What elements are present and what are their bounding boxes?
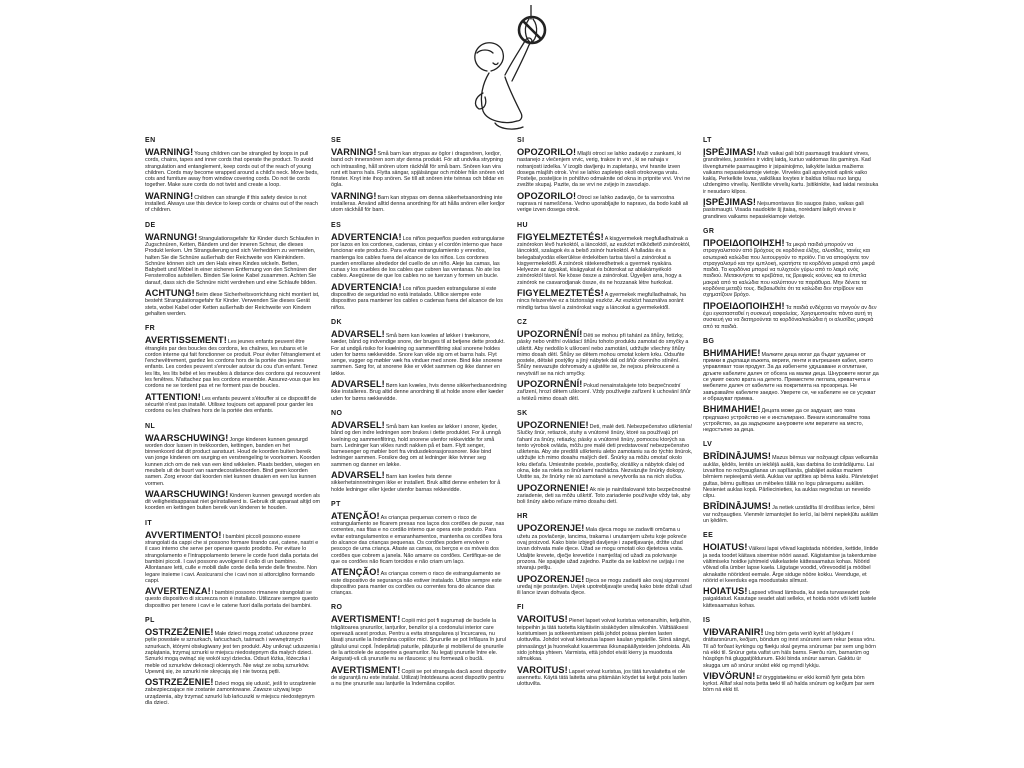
warning-text: Τα μικρά παιδιά μπορούν να στραγγαλιστούν από βρόχους σε κορδόνια έλξης, αλυσίδες, ταινίες και εσωτερικά καλώδια που λειτουργούν το προϊόν. Για να αποφύγετε τον στραγγαλισμό και την εμπλοκή, κρατήστε τα κορδόνια μακριά από μικρά παιδιά. Τα κορδόνια μπορεί να τυλιχτούν γύρω από το λαιμό ενός παιδιού. Μετακινήστε τα κρεβάτια, τις βρεφικές κούνιες και τα έπιπλα μακριά από τα καλώδια που καλύπτουν τα παράθυρα. Μην δένετε τα κορδόνια μεταξύ τους. Βεβαιωθείτε ότι τα καλώδια δεν στρίβουν και σχηματίζουν βρόχο. xyxy=(703,241,875,299)
warning-text: Los niños pequeños pueden estrangularse por lazos en los cordones, cadenas, cintas y el cordón interno que hace funcionar este producto. Para evitar estrangulamiento y enredos, mantenga los cables fuera del alcance de los niños. Los cordones pueden enrollarse alrededor del cuello de un niño. Aleje las camas, las cunas y los muebles de los cables que cubren las ventanas. No ate los cables. Asegúrese de que los cables no se tuerzan y formen un bucle. xyxy=(331,235,505,280)
warning-paragraph xyxy=(517,484,693,506)
warning-section-it xyxy=(145,519,321,609)
language-code: LT xyxy=(703,137,712,144)
warning-text: Otroci se lahko zadavijo, če ta varnostna naprava ni nameščena. Vedno uporabljajte to napravo, da bodo kabli ali verige izven dosega otrok. xyxy=(517,194,689,214)
warning-text: Dzieci mogą się udusić, jeśli to urządzenie zabezpieczające nie zostanie zamontowane. Zawsze używaj tego urządzenia, aby trzymać sznurki lub łańcuszki w miejscu niedostępnym dla dzieci. xyxy=(145,681,316,706)
warning-text: Jonge kinderen kunnen gewurgd worden door lussen in trekkoorden, kettingen, banden en het binnenkoord dat dit product aanstuurt. Houd de koorden buiten bereik van jonge kinderen om wurging en verstrengeling te voorkomen. Koorden kunnen zich om de nek van een kind wikkelen. Plaats bedden, wiegen en meubels uit de buurt van raamdecoratiekoorden. Bind geen koorden samen. Zorg ervoor dat koorden niet kunnen draaien en een lus kunnen vormen. xyxy=(145,436,321,487)
warning-text: Mala djeca mogu se zadaviti omčama u užetu za povlačenje, lancima, trakama i unutarnjem užetu koje pokreće ovaj proizvod. Kako biste izbjegli davljenje i zapetljavanje, držite užad izvan dohvata male djece. Užad se mogu omotati oko djetetova vrata. Udaljite krevete, dječje krevetiće i namještaj od užadi za pokrivanje prozora. Ne spajajte užad zajedno. Pazite da se kablovi ne uvijaju i ne stvaraju petlju. xyxy=(517,527,687,572)
warning-keyword: VAROITUS! xyxy=(517,664,568,675)
column-3 xyxy=(517,136,693,694)
warning-paragraph xyxy=(517,615,693,662)
warning-paragraph xyxy=(145,531,321,584)
warning-text: A kisgyermekek megfulladhatnak a zsinórokon lévő hurkoktól, a láncoktól, az eszközt működtető zsinóroktól, láncoktól, szalagok és a belső zsinór hurkoktól. A fulladás és a belegabalyodás elkerülése érdekében tartsa távol a zsinórokat a kisgyermekektől. A zsinórok rátekeredhetnek a gyermek nyakára. Helyezze az ágyakat, kiságyakat és bútorokat az ablakárnyékoló zsinóroktól távol. Ne kösse össze a zsinórokat. Ügyeljen arra, hogy a zsinórok ne csavarodjanak össze, és ne hozzanak létre hurkokat. xyxy=(517,235,691,286)
warning-text: A gyermekek megfulladhatnak, ha nincs felszerelve ez a biztonsági eszköz. Az eszközt használva soránt mindig tartsa távol a zsinórokat vagy a láncokat a gyermekektől. xyxy=(517,292,686,311)
warning-text: Les enfants peuvent s'étouffer si ce dispositif de sécurité n'est pas installé. Utilisez toujours cet appareil pour garder les cordons ou les chaînes hors de la portée des enfants. xyxy=(145,395,317,415)
language-code: PL xyxy=(145,617,155,625)
warning-keyword: VARNING! xyxy=(331,147,377,157)
warning-section-se xyxy=(331,136,507,214)
warning-text: Lapset voivat kuristua, jos tätä turvalaitetta ei ole asennettu. Käytä tätä laitetta aina pitämään köydet tai ketjut pois lasten ulottuvilta. xyxy=(517,668,687,688)
warning-text: Děti se mohou při tahání za šňůry, řetízky, pásky nebo vnitřní ovládací šňůru tohoto produktu zamotat do smyčky a uškrtit. Aby nedošlo k uškrcení nebo zamotání, udržujte všechny šňůry mimo dosah dětí. Šňůry se dětem mohou omotat kolem krku. Odsuňte postele, dětské postýlky a jiný nábytek dál od šňůr okenního stínění. Šňůry nesvazujte dohromady a ujistěte se, že nejsou překroucené a nevytváří se na nich smyčky. xyxy=(517,332,689,377)
warning-paragraph xyxy=(703,148,879,195)
language-code: BG xyxy=(703,337,715,345)
warning-keyword: UPOZORENJE! xyxy=(517,523,585,534)
warning-paragraph xyxy=(703,587,879,609)
warning-text: Små børn kan kvæles af løkker i træksnore, kæder, bånd og indvendige snore, der bruges til at betjene dette produkt. For at undgå risiko for kvælning og sammenfiltring skal snorene holdes uden for børns rækkevidde. Snore kan vikle sig om et barns hals. Flyt senge, vugger og møbler væk fra vinduer med snore. Bind ikke snorene sammen. Sørg for, at snorene ikke er viklet sammen og ikke danner en løkke. xyxy=(331,332,505,377)
warning-paragraph xyxy=(331,380,507,402)
warning-paragraph xyxy=(703,543,879,584)
language-code: FR xyxy=(145,325,156,333)
warning-keyword: VARNING! xyxy=(331,190,377,201)
warning-text: Mazus bērnus var nožņaugt cilpas velkamās auklās, ķēdēs, lentēs un iekšējā auklā, kas darbina šo izstrādājumu. Lai izvairītos no nožņaugšanas un sapīšanās, glabājiet auklas maziem bērniem nepieejamā vietā. Auklas var aptīties ap bērna kaklu. Pārvietojiet gultas, bērnu gultiņas un mēbeles tālāk no logu pārsegumu auklām. Nesieniet auklas kopā. Pārliecinieties, ka auklas negriežas un neveido cilpu. xyxy=(703,455,879,500)
warning-section-ro xyxy=(331,603,507,687)
column-1 xyxy=(145,136,321,713)
language-code: GR xyxy=(703,227,715,235)
language-code: SI xyxy=(517,137,525,144)
warning-paragraph xyxy=(703,405,879,433)
language-code: ES xyxy=(331,221,342,229)
column-4 xyxy=(703,136,879,701)
warning-keyword: OSTRZEŻENIE! xyxy=(145,627,214,638)
warning-keyword: ADVARSEL! xyxy=(331,419,385,430)
warning-keyword: OPOZORILO! xyxy=(517,190,577,201)
warning-text: Τα παιδιά ενδέχεται να πνιγούν αν δεν έχει εγκατασταθεί η συσκευή ασφαλείας. Χρησιμοποιείτε πάντα αυτή τη συσκευή για να διατηρούνται τα κορδόνια/καλώδια ή οι αλυσίδες μακριά από τα παιδιά. xyxy=(703,304,877,330)
warning-paragraph xyxy=(331,421,507,468)
warning-section-fr xyxy=(145,324,321,414)
warning-text: Neįsumontavus šio saugos įtaiso, vaikas gali pasismaugti. Visada naudokite šį įtaisą, norėdami laikyti virves ir grandines vaikams nepasiekiamoje vietoje. xyxy=(703,201,864,220)
warning-text: Kinderen kunnen gewurgd worden als dit veiligheidsapparaat niet geïnstalleerd is. Gebruik dit apparaat altijd om koorden en kettingen buiten bereik van kinderen te houden. xyxy=(145,492,320,512)
warning-section-dk xyxy=(331,318,507,402)
warning-keyword: ВНИМАНИЕ! xyxy=(703,347,761,358)
warning-paragraph xyxy=(145,148,321,189)
warning-paragraph xyxy=(703,628,879,669)
warning-paragraph xyxy=(517,192,693,214)
warning-text: Los niños pueden estrangularse si este dispositivo de seguridad no está instalado. Utilice siempre este dispositivo para mantener los cables o cadenas fuera del alcance de los niños. xyxy=(331,285,504,311)
language-code: DE xyxy=(145,221,156,229)
warning-paragraph xyxy=(703,502,879,524)
warning-section-en xyxy=(145,136,321,214)
warning-paragraph xyxy=(331,192,507,214)
warning-text: Copiii mici pot fi sugrumați de buclele la trăgătoarea șnururilor, lanțurilor, benzilor și a cordonului interior care operează acest produs. Pentru a evita strangularea și încurcarea, nu lăsați șnururile la îndemâna copiilor mici. Șnururile se pot înfășura în jurul gâtului unui copil. Îndepărtați paturile, pătuțurile și mobilierul de șnururile de la articolele de acoperire a geamurilor. Nu legați șnururile între ele. Asigurați-vă că șnururile nu se răsucesc și nu formează o buclă. xyxy=(331,618,506,663)
warning-paragraph xyxy=(145,192,321,214)
warning-paragraph xyxy=(331,615,507,662)
warning-paragraph xyxy=(331,283,507,311)
warning-section-hr xyxy=(517,512,693,596)
warning-keyword: WAARSCHUWING! xyxy=(145,432,229,443)
warning-paragraph xyxy=(703,349,879,402)
warning-paragraph xyxy=(145,628,321,675)
warning-keyword: OSTRZEŻENIE! xyxy=(145,677,214,688)
warning-keyword: WARNING! xyxy=(145,190,194,201)
language-code: LV xyxy=(703,441,713,449)
language-code: IT xyxy=(145,519,153,527)
warning-paragraph xyxy=(517,148,693,189)
warning-keyword: VIÐVARANIR! xyxy=(703,627,764,638)
warning-text: I bambini possono rimanere strangolati se questo dispositivo di sicurezza non è installato. Utilizzare sempre questo dispositivo per tenere i cavi e le catene fuori dalla portata dei bambini. xyxy=(145,590,318,609)
warning-keyword: ADVERTENCIA! xyxy=(331,281,402,292)
language-code: HU xyxy=(517,221,528,229)
warning-keyword: VAROITUS! xyxy=(517,614,568,625)
warning-paragraph xyxy=(517,666,693,688)
warning-text: Ja netiek uzstādīta šī drošības ierīce, bērni var nožņaugties. Vienmēr izmantojiet šo ierīci, lai bērni nepiekļūtu auklām un ķēdēm. xyxy=(703,505,879,525)
warning-text: Djeca se mogu zadaviti ako ovaj sigurnosni uređaj nije postavljen. Uvijek upotrebljavajte uređaj kako biste držali užad ili lance izvan dohvata djece. xyxy=(517,577,692,597)
warning-text: Децата може да се задушат, ако това предпазно устройство не е инсталирано. Винаги използвайте това устройство, за да задържате шнуровете или веригите на място, недостъпно за деца. xyxy=(703,408,871,434)
warning-keyword: ATTENTION! xyxy=(145,391,201,402)
language-code: NL xyxy=(145,422,156,430)
warning-text: Young children can be strangled by loops in pull cords, chains, tapes and inner cords that operate the product. To avoid strangulation and entanglement, keep cords out of the reach of young children. Cords may become wrapped around a child's neck. Move beds, cots and furniture away from window covering cords. Do not tie cords together. Make sure cords do not twist and create a loop. xyxy=(145,151,319,189)
language-code: NO xyxy=(331,409,343,417)
warning-text: Copiii se pot strangula dacă acest dispozitiv de siguranță nu este instalat. Utilizați întotdeauna acest dispozitiv pentru a nu ține șnururile sau lanțurile la îndemâna copiilor. xyxy=(331,668,507,688)
warning-text: Mlajši otroci se lahko zadavijo z zankami, ki nastanejo z vlečenjem vrvic, verig, trakov in vrvi , ki se nahaja v notranjosti izdelka. V izogib davljenju in zapletanju, vrvi hranite izven dosega mlajših otrok. Vrvi se lahko zapletejo okoli otrokovega vratu. Postelje, posteljice in pohištvo odmaknite od okna in pripnite vrvi. Vrvi ne zvežite skupaj. Pazite, da se vrvi ne zvijejo in zavozlajo. xyxy=(517,151,691,189)
warning-section-nl xyxy=(145,422,321,512)
warning-text: Små barn kan strypas av öglor i dragsnören, kedjor, band och innersnören som styr denna produkt. För att undvika strypning och intrassling, håll snören utom räckhåll för små barn. Snören kan vira runt ett barns hals. Flytta sängar, spjälsängar och möbler från snören vid fönster. Knyt inte ihop snören. Se till att snören inte tvinnas och bildar en ögla. xyxy=(331,151,504,189)
warning-paragraph xyxy=(703,239,879,299)
warning-paragraph xyxy=(331,330,507,377)
warning-paragraph xyxy=(517,421,693,481)
warning-paragraph xyxy=(703,198,879,220)
warning-paragraph xyxy=(517,524,693,571)
warning-section-ee xyxy=(703,531,879,609)
column-2 xyxy=(331,136,507,694)
warning-paragraph xyxy=(145,233,321,286)
warning-paragraph xyxy=(703,672,879,694)
warning-paragraph xyxy=(331,512,507,565)
warning-section-is xyxy=(703,616,879,694)
language-code: EN xyxy=(145,137,156,144)
warning-keyword: UPOZORNENIE! xyxy=(517,482,589,493)
warning-section-lv xyxy=(703,440,879,524)
warning-text: As crianças correm o risco de estrangulamento se este dispositivo de segurança não estiver instalado. Utilize sempre este dispositivo para manter os cordões ou correntes fora do alcance das crianças. xyxy=(331,571,502,597)
warning-keyword: AVERTISMENT! xyxy=(331,664,401,675)
warning-keyword: AVVERTENZA! xyxy=(145,586,211,597)
warning-text: Pokud nenainstalujete toto bezpečnostní zařízení, hrozí dětem uškrcení. Vždy používejte zařízení k uchování šňůr a řetězů mimo dosah dětí. xyxy=(517,383,691,402)
warning-section-lt xyxy=(703,136,879,220)
warning-section-es xyxy=(331,221,507,311)
warning-text: Barn kan kveles hvis denne sikkerhetsinnretningen ikke er installert. Bruk alltid denne enheten for å holde ledninger eller kjeder utenfor barnas rekkevidde. xyxy=(331,473,501,493)
warning-paragraph xyxy=(145,587,321,609)
warning-keyword: UPOZORNĚNÍ! xyxy=(517,379,583,390)
warning-paragraph xyxy=(517,380,693,402)
warning-keyword: ATENÇÃO! xyxy=(331,510,380,521)
warning-paragraph xyxy=(517,330,693,377)
warning-keyword: WARNING! xyxy=(145,147,194,157)
warning-keyword: ΠΡΟΕΙΔΟΠΟΙΗΣΗ! xyxy=(703,237,785,248)
language-code: SK xyxy=(517,409,528,417)
warning-text: Barn kan strypas om denna säkerhetsanordning inte installeras. Använd alltid denna anordning för att hålla snören eller kedjor utom räckhåll för barn. xyxy=(331,194,505,214)
warning-section-gr xyxy=(703,227,879,330)
warning-text: Les jeunes enfants peuvent être étranglés par des boucles des cordons, les chaînes, les rubans et le cordon interne qui fait fonctionner ce produit. Pour éviter l'étranglement et l'enchevêtrement, gardez les cordons hors de la portée des jeunes enfants. Les cordes peuvent s'enrouler autour du cou d'un enfant. Tenez les lits, les lits bébé et les meubles à distance des cordons qui recouvrent les fenêtres. N'attachez pas les cordons ensemble. Assurez-vous que les cordons ne se tordent pas et ne forment pas de boucles. xyxy=(145,339,321,390)
warning-keyword: FIGYELMEZTETÉS! xyxy=(517,288,604,299)
warning-text: Pienet lapset voivat kuristua vetonaruihin, ketjuihin, teippeihin ja tätä tuotetta käyttäviin sisäköyden silmukoihin. Välttääksesi kuristumisen ja sotkeentumisen pidä johdot poissa pienten lasten ulottuvilta. Johdot voivat kietoutua lapsen kaulan ympärille. Siirrä sängyt, pinnasängyt ja huonekalut kauemmas ikkunapäällysteiden johdoista. Älä sido johtoja yhteen. Varmista, että johdot eivät kierry ja muodosta silmukkaa. xyxy=(517,618,692,663)
warning-paragraph xyxy=(331,233,507,280)
warning-keyword: AVVERTIMENTO! xyxy=(145,529,222,540)
warning-text: Lapsed võivad lämbuda, kui seda turvaseadet pole paigaldatud. Kasutage seadet alati selleks, et hoida nööri või ketti lastele kättesaamatus kohas. xyxy=(703,590,877,609)
warning-keyword: ATENÇÃO! xyxy=(331,567,380,578)
warning-paragraph xyxy=(145,678,321,706)
warning-text: Maži vaikai gali būti pasmaugti traukiant virves, grandinėles, juosteles ir vidinį laidą, kuriuo valdomas šis gaminys. Kad išvengtumėte pasmaugimo ir įsipainiojimo, laikykite laidus mažiems vaikams nepasiekiamoje vietoje. Virvelės gali apsivynioti aplink vaiko kaklą. Perkelkite lovas, vaikiškas lovytes ir baldus toliau nuo langų uždengimo virvelių. Neriškite virvelių kartu. Įsitikinkite, kad laidai nesisuka ir nesudaro kilpos. xyxy=(703,151,879,195)
warning-section-bg xyxy=(703,337,879,434)
warning-paragraph xyxy=(145,289,321,317)
language-code: FI xyxy=(517,604,525,612)
warning-keyword: HOIATUS! xyxy=(703,542,748,553)
warning-text: I bambini piccoli possono essere strangolati da cappi che si possono formare tirando cavi, catene, nastri e il cavo interno che serve per operare questo prodotto. Per evitare lo strangolamento e l'intrappolamento tenere le corde fuori dalla portata dei bambini piccoli. I cavi possono avvolgersi il collo di un bambino. Allontanare letti, culle e mobili dalle corde della tende delle finestre. Non legare insieme i cavi. Assicurarsi che i cavi non si attorciglino formando cappi. xyxy=(145,533,319,584)
warning-keyword: AVERTISSEMENT! xyxy=(145,335,227,346)
warning-keyword: UPOZORNĚNÍ! xyxy=(517,328,583,339)
warning-section-si xyxy=(517,136,693,214)
language-code: EE xyxy=(703,532,714,540)
warning-section-pt xyxy=(331,500,507,597)
language-code: PT xyxy=(331,500,341,508)
warning-paragraph xyxy=(331,568,507,596)
warning-paragraph xyxy=(703,302,879,330)
warning-text: Deti, malé deti. Nebezpečenstvo uškrtenia! Slučky šnúr, retiazok, stuhy a vnútorné šnúry, ktoré sa používajú pri ťahaní za šnúry, retiazky, pásky a vnútorné šnúry, pomocou ktorých sa tento výrobok ovláda, môžu pre malé deti predstavovať nebezpečenstvo uškrtenia. Aby ste predišli uškrteniu alebo zamotaniu sa do týchto šnúrok, udržujte ich mimo dosahu malých detí. Šnúrky sa môžu omotať okolo krku dieťaťa. Umiestnite postele, postieľky, okrášky a nábytok ďalej od okna, kde sa roleta so šnúrkami nachádza. Nezväzujte šnúrky dokopy. Uistite sa, že šnúrky nie sú zamotané a nevytvorila sa na nich slučka. xyxy=(517,423,693,481)
warning-keyword: FIGYELMEZTETÉS! xyxy=(517,231,604,242)
warning-paragraph xyxy=(517,289,693,311)
warning-section-no xyxy=(331,409,507,493)
language-code: HR xyxy=(517,513,528,521)
warning-section-cz xyxy=(517,318,693,402)
warning-keyword: UPOZORNENIE! xyxy=(517,419,589,430)
warning-keyword: OPOZORILO! xyxy=(517,147,577,157)
warning-keyword: ADVARSEL! xyxy=(331,469,385,480)
warning-keyword: ACHTUNG! xyxy=(145,288,195,299)
language-code: RO xyxy=(331,604,343,612)
warning-paragraph xyxy=(703,452,879,499)
warning-paragraph xyxy=(517,575,693,597)
warning-keyword: ĮSPĖJIMAS! xyxy=(703,197,757,208)
warning-section-de xyxy=(145,221,321,318)
warning-section-sk xyxy=(517,409,693,506)
warning-text: Børn kan kvæles, hvis denne sikkerhedsanordning ikke installeres. Brug altid denne anordning til at holde snore eller kæder uden for børns rækkevidde. xyxy=(331,383,507,402)
warning-keyword: ĮSPĖJIMAS! xyxy=(703,147,757,157)
warning-text: Children can strangle if this safety device is not installed. Always use this device to keep cords or chains out of the reach of children. xyxy=(145,194,318,214)
warning-keyword: ADVERTENCIA! xyxy=(331,231,402,242)
warning-text: Strangulationsgefahr für Kinder durch Schlaufen in Zugschnüren, Ketten, Bändern und der inneren Schnur, die dieses Produkt lenken. Um Strangulierung und sich Verheddern zu vermeiden, halten Sie die Schnüre außerhalb der Reichweite von Kleinkindern. Schnüre können sich um den Hals eines Kindes wickeln. Betten, Babybett und Möbel in einer sicheren Entfernung von den Schnüren der Fensterrollos aufstellen. Binden Sie keine Kabel zusammen. Achten Sie darauf, dass sich die Schnüre nicht verdrehen und eine Schlaufe bilden. xyxy=(145,235,320,286)
warning-keyword: AVERTISMENT! xyxy=(331,614,401,625)
warning-section-pl xyxy=(145,616,321,706)
child-cord-warning-illustration xyxy=(465,5,570,131)
language-code: CZ xyxy=(517,318,528,326)
warning-keyword: WARNUNG! xyxy=(145,231,198,242)
warning-text: Väikesi lapsi võivad kagistada nöörides, kettide, lintide ja seda toodet käitava sisemise nööri aasad. Kägistamise ja takerdumise vältimiseks hoidke juhtmeid väikelastele kättesaamatus kohas. Nöörid võivad olla ümber lapse kaela. Liigutage voodid, võrevoodid ja mööbel aknakatte nööridest eemale. Ärge siduge nööre kokku. Veenduge, et nöörid ei keerduks ega moodustaks silmust. xyxy=(703,546,879,584)
warning-text: Ak nie je nainštalované toto bezpečnostné zariadenie, deti sa môžu uškrtiť. Toto zariadenie používajte vždy tak, aby boli šnúry alebo reťaze mimo dosahu detí. xyxy=(517,486,691,506)
warning-keyword: BRĪDINĀJUMS! xyxy=(703,451,772,462)
warning-paragraph xyxy=(331,666,507,688)
warning-keyword: VIÐVÖRUN! xyxy=(703,670,756,681)
warning-keyword: ADVARSEL! xyxy=(331,328,385,339)
warning-keyword: HOIATUS! xyxy=(703,586,748,597)
warning-paragraph xyxy=(331,471,507,493)
warning-text: Ung börn geta verið kyrkt af lykkjum í dráttarsnúrum, keðjum, böndum og innri snúrunni sem rekur þessa vöru. Til að forðast kyrkingu og flækju skal geyma snúrurnar þar sem ung börn ná ekki til. Snúrur geta vafist um háls barns. Færðu rúm, barnarúm og húsgögn frá gluggatjöldunum. Ekki binda snúrur saman. Gakktu úr skugga um að snúrur snúist ekki og myndi lykkju. xyxy=(703,631,876,669)
warning-paragraph xyxy=(145,393,321,415)
warning-paragraph xyxy=(145,336,321,389)
warning-paragraph xyxy=(331,148,507,189)
warning-text: Małe dzieci mogą zostać uduszone przez pętle powstałe w sznurkach, łańcuchach, taśmach i wewnętrznych sznurkach, którymi obsługiwany jest ten produkt. Aby uniknąć uduszenia i zaplątania, trzymaj sznurki w miejscu niedostępnym dla małych dzieci. Sznurki mogą owinąć się wokół szyi dziecka. Odsuń łóżka, łóżeczka i meble od sznurków dekoracji okiennych. Nie wiąż ze sobą sznurków. Upewnij się, że sznurki nie skręcają się i nie tworzą pętli. xyxy=(145,631,321,675)
warning-keyword: WAARSCHUWING! xyxy=(145,488,229,499)
warning-section-fi xyxy=(517,603,693,687)
warning-paragraph xyxy=(517,233,693,286)
warning-text: Beim diese Sicherheitsvorrichtung nicht montiert ist, besteht Strangulationsgefahr für Kinder. Verwenden Sie dieses Gerät stets, wobei Kabel oder Ketten außerhalb der Reichweite von Kindern gehalten werden. xyxy=(145,292,320,317)
warning-text: As crianças pequenas correm o risco de estrangulamento se ficarem presas nos laços dos cordões de puxar, nas correntes, nas fitas e no cordão interno que opera este produto. Para evitar estrangulamentos e emaranhamentos, mantenha os cordões fora do alcance das crianças pequenas. Os cordões podem envolver o pescoço de uma criança. Afaste as camas, os berços e os móveis dos cordões que cobrem a janela. Não amarre os cordões. Certifique-se de que os cordões não ficam torcidos e não criam um laço. xyxy=(331,514,505,565)
warning-text: Små barn kan kveles av løkker i snorer, kjeder, bånd og den indre ledningen som brukes i dette produktet. For å unngå kvelning og sammenfiltring, hold snorene utenfor rekkevidde for små barn. Ledninger kan vikles rundt nakken på et barn. Flytt senger, barnesenger og møbler bort fra vindusdekorasjonssnorer. Ikke bind ledninger sammen. Forsikre deg om at ledninger ikke tvinner seg sammen og danner en løkke. xyxy=(331,423,501,468)
warning-paragraph xyxy=(145,490,321,512)
warning-text: Ef öryggistækinu er ekki komið fyrir geta börn kyrkst. Alltaf skal nota þetta tæki til að halda snúrum og keðjum þar sem börn ná ekki til. xyxy=(703,674,875,694)
warning-keyword: BRĪDINĀJUMS! xyxy=(703,501,772,512)
warning-section-hu xyxy=(517,221,693,311)
warning-keyword: ВНИМАНИЕ! xyxy=(703,404,761,415)
warning-paragraph xyxy=(145,434,321,487)
language-code: IS xyxy=(703,617,711,625)
warning-keyword: UPOZORENJE! xyxy=(517,573,585,584)
warning-keyword: ADVARSEL! xyxy=(331,379,385,390)
language-code: DK xyxy=(331,318,342,326)
warning-keyword: ΠΡΟΕΙΔΟΠΟΙΗΣΗ! xyxy=(703,300,785,311)
language-code: SE xyxy=(331,137,342,144)
warning-text: Малките деца могат да бъдат удушени от примки в дърпащи въжета, вериги, ленти и вътрешния кабел, които управляват този продукт. За да избегнете удушаване и оплитане, дръжте кабелите далеч от обсега на малки деца. Шнуровете могат да се увият около врата на детето. Преместете леглата, креватчета и мебелите далеч от кабелите на покритията на прозореца. Не завързвайте кабелите заедно. Уверете се, че кабелите не се усукват и образуват примка. xyxy=(703,351,879,402)
